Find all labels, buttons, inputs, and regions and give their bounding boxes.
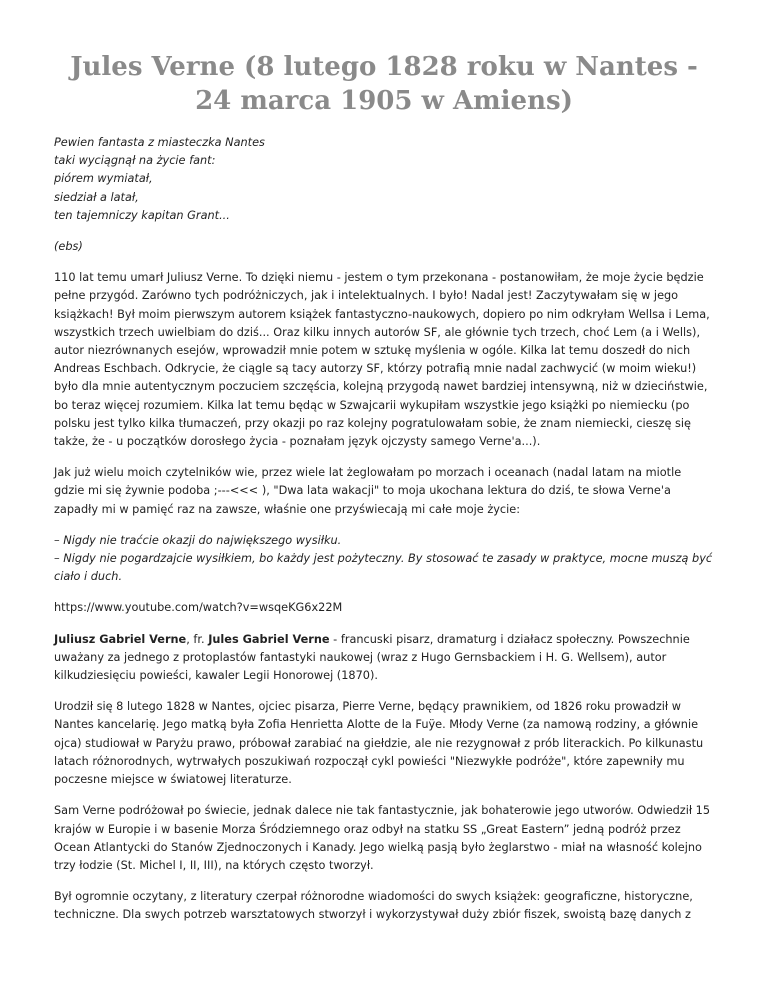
youtube-link[interactable]: https://www.youtube.com/watch?v=wsqeKG6x22M xyxy=(54,601,343,615)
poem-line: siedział a latał, xyxy=(54,190,139,204)
signature: (ebs) xyxy=(54,240,83,254)
quote-block xyxy=(54,532,714,587)
document-page xyxy=(54,50,714,938)
bio-name-french: Jules Gabriel Verne xyxy=(208,632,330,646)
poem-line: Pewien fantasta z miasteczka Nantes xyxy=(54,136,265,149)
page-title: Jules Verne (8 lutego 1828 roku w Nantes - 24 marca 1905 w Amiens) xyxy=(70,52,698,116)
paragraph-sailing: Jak już wielu moich czytelników wie, przez wiele lat żeglowałam po morzach i oceanach (nadal latam na miotle gdzie mi się żywnie podoba ;---<<< ), "Dwa lata wakacji" to moja ukochana lektura do dziś, te słowa Verne'a zapadły mi w pamięć raz na zawsze, właśnie one przyświecają mi całe moje życie: xyxy=(54,466,682,516)
paragraph-intro: 110 lat temu umarł Juliusz Verne. To dzięki niemu - jestem o tym przekonana - postanowiłam, że moje życie będzie pełne przygód. Zarówno tych podróżniczych, jak i intelektualnych. I było! Nadal jest! Zaczytywałam się w jego książkach! Był moim pierwszym autorem książek fantastyczno-naukowych, dopiero po nim odkryłam Wellsa i Lema, wszystkich trzech uwielbiam do dziś... Oraz kilku innych autorów SF, ale głównie tych trzech, choć Lem (a i Wells), autor niezrównanych esejów, wprowadził mnie potem w sztukę myślenia w ogóle. Kilka lat temu doszedł do nich Andreas Eschbach. Odkrycie, że ciągle są tacy autorzy SF, którzy potrafią mnie nadal zachwycić (w moim wieku!) było dla mnie autentycznym poczuciem szczęścia, kolejną przygodą nawet bardziej intensywną, niż w dzieciństwie, bo teraz więcej rozumiem. Kilka lat temu będąc w Szwajcarii wykupiłam wszystkie jego książki po niemiecku (po polsku jest tylko kilka tłumaczeń, przy okazji po raz kolejny pogratulowałam sobie, że znam niemiecki, cieszę się także, że - u początków dorosłego życia - poznałam język ojczysty samego Verne'a...). xyxy=(54,271,710,449)
bio-name-polish: Juliusz Gabriel Verne xyxy=(54,632,187,646)
paragraph-travels: Sam Verne podróżował po świecie, jednak dalece nie tak fantastycznie, jak bohaterowie jego utworów. Odwiedził 15 krajów w Europie i w basenie Morza Śródziemnego oraz odbył na statku SS „Great Eastern” jedną podróż przez Ocean Atlantycki do Stanów Zjednoczonych i Kanady. Jego wielką pasją było żeglarstwo - miał na własność kolejno trzy łodzie (St. Michel I, II, III), na których często tworzył. xyxy=(54,804,711,872)
paragraph-bio xyxy=(54,631,714,686)
quote-line: – Nigdy nie traćcie okazji do największego wysiłku. xyxy=(54,533,342,547)
poem-line: piórem wymiatał, xyxy=(54,172,153,186)
bio-text: - francuski pisarz, dramaturg i działacz społeczny. Powszechnie uważany za jednego z protoplastów fantastyki naukowej (wraz z Hugo Gernsbackiem i H. G. Wellsem), autor kilkudziesięciu powieści, kawaler Legii Honorowej (1870). xyxy=(54,632,690,683)
bio-separator: , fr. xyxy=(186,632,209,646)
poem xyxy=(54,134,714,225)
paragraph-birth: Urodził się 8 lutego 1828 w Nantes, ojciec pisarza, Pierre Verne, będący prawnikiem, od 1826 roku prowadził w Nantes kancelarię. Jego matką była Zofia Henrietta Alotte de la Fuÿe. Młody Verne (za namową rodziny, a głównie ojca) studiował w Paryżu prawo, próbował zarabiać na giełdzie, ale nie rezygnował z prób literackich. Po kilkunastu latach różnorodnych, wytrwałych poszukiwań rozpoczął cykl powieści "Niezwykłe podróże", które zapewniły mu poczesne miejsce w światowej literaturze. xyxy=(54,700,704,787)
poem-line: ten tajemniczy kapitan Grant... xyxy=(54,208,230,222)
poem-line: taki wyciągnął na życie fant: xyxy=(54,154,216,168)
paragraph-reading: Był ogromnie oczytany, z literatury czerpał różnorodne wiadomości do swych książek: geograficzne, historyczne, techniczne. Dla swych potrzeb warsztatowych stworzył i wykorzystywał duży zbiór fiszek, swoistą bazę danych z xyxy=(54,890,693,922)
quote-line: – Nigdy nie pogardzajcie wysiłkiem, bo każdy jest pożyteczny. By stosować te zasady w praktyce, mocne muszą być ciało i duch. xyxy=(54,552,713,584)
